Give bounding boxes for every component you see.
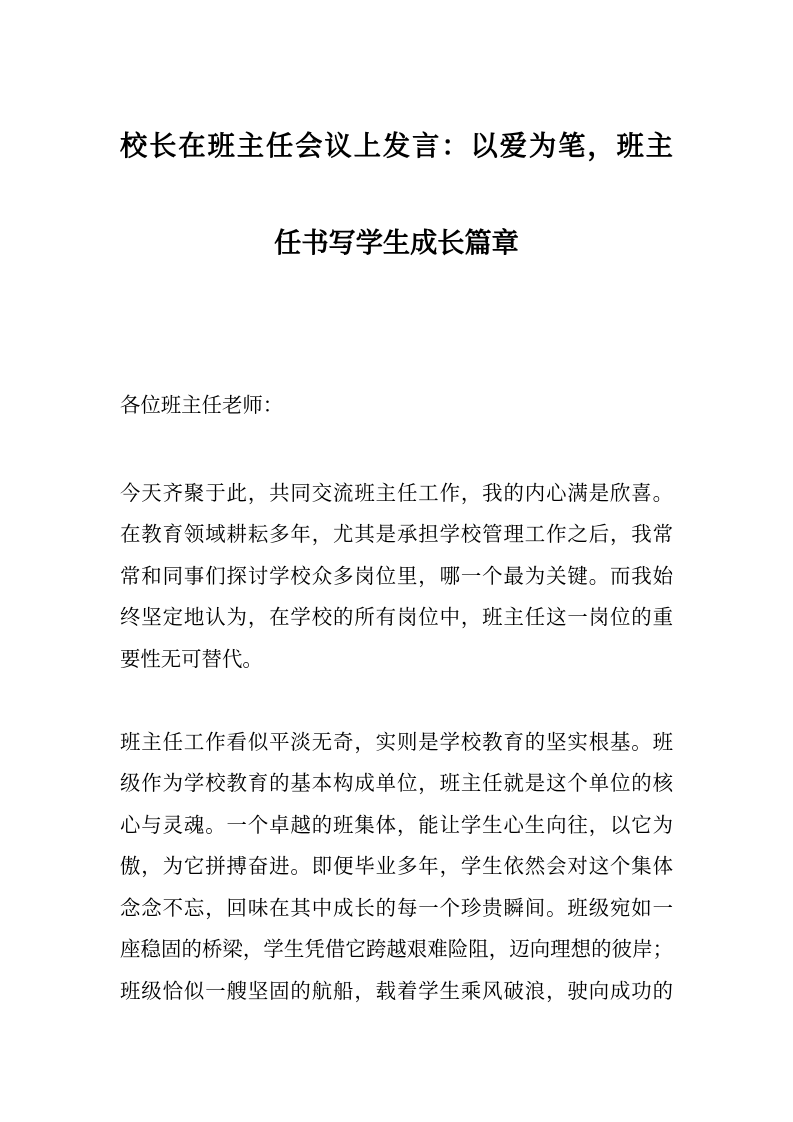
text-line: 级作为学校教育的基本构成单位，班主任就是这个单位的核 — [120, 773, 673, 795]
text-line: 在教育领域耕耘多年，尤其是承担学校管理工作之后，我常 — [120, 524, 673, 546]
text-line: 终坚定地认为，在学校的所有岗位中，班主任这一岗位的重 — [120, 607, 673, 629]
text-line: 班主任工作看似平淡无奇，实则是学校教育的坚实根基。班 — [120, 731, 673, 754]
title-line: 任书写学生成长篇章 — [274, 227, 519, 258]
text-line: 常和同事们探讨学校众多岗位里，哪一个最为关键。而我始 — [120, 565, 673, 588]
text-line: 心与灵魂。一个卓越的班集体，能让学生心生向往，以它为 — [120, 814, 673, 837]
text-line: 各位班主任老师： — [120, 395, 284, 417]
document-title — [120, 97, 673, 291]
document-body — [120, 386, 673, 1013]
paragraph-1 — [120, 474, 673, 682]
text-line: 座稳固的桥梁，学生凭借它跨越艰难险阻，迈向理想的彼岸； — [120, 939, 673, 961]
text-line: 要性无可替代。 — [120, 648, 263, 671]
text-line: 今天齐聚于此，共同交流班主任工作，我的内心满是欣喜。 — [120, 482, 673, 505]
text-line: 念念不忘，回味在其中成长的每一个珍贵瞬间。班级宛如一 — [120, 897, 673, 920]
title-line: 校长在班主任会议上发言：以爱为笔，班主 — [120, 130, 673, 161]
document-content — [120, 0, 673, 1013]
text-line: 傲，为它拼搏奋进。即便毕业多年，学生依然会对这个集体 — [120, 856, 673, 878]
text-line: 班级恰似一艘坚固的航船，载着学生乘风破浪，驶向成功的 — [120, 980, 673, 1003]
paragraph-salutation — [120, 386, 673, 428]
paragraph-2 — [120, 723, 673, 1014]
